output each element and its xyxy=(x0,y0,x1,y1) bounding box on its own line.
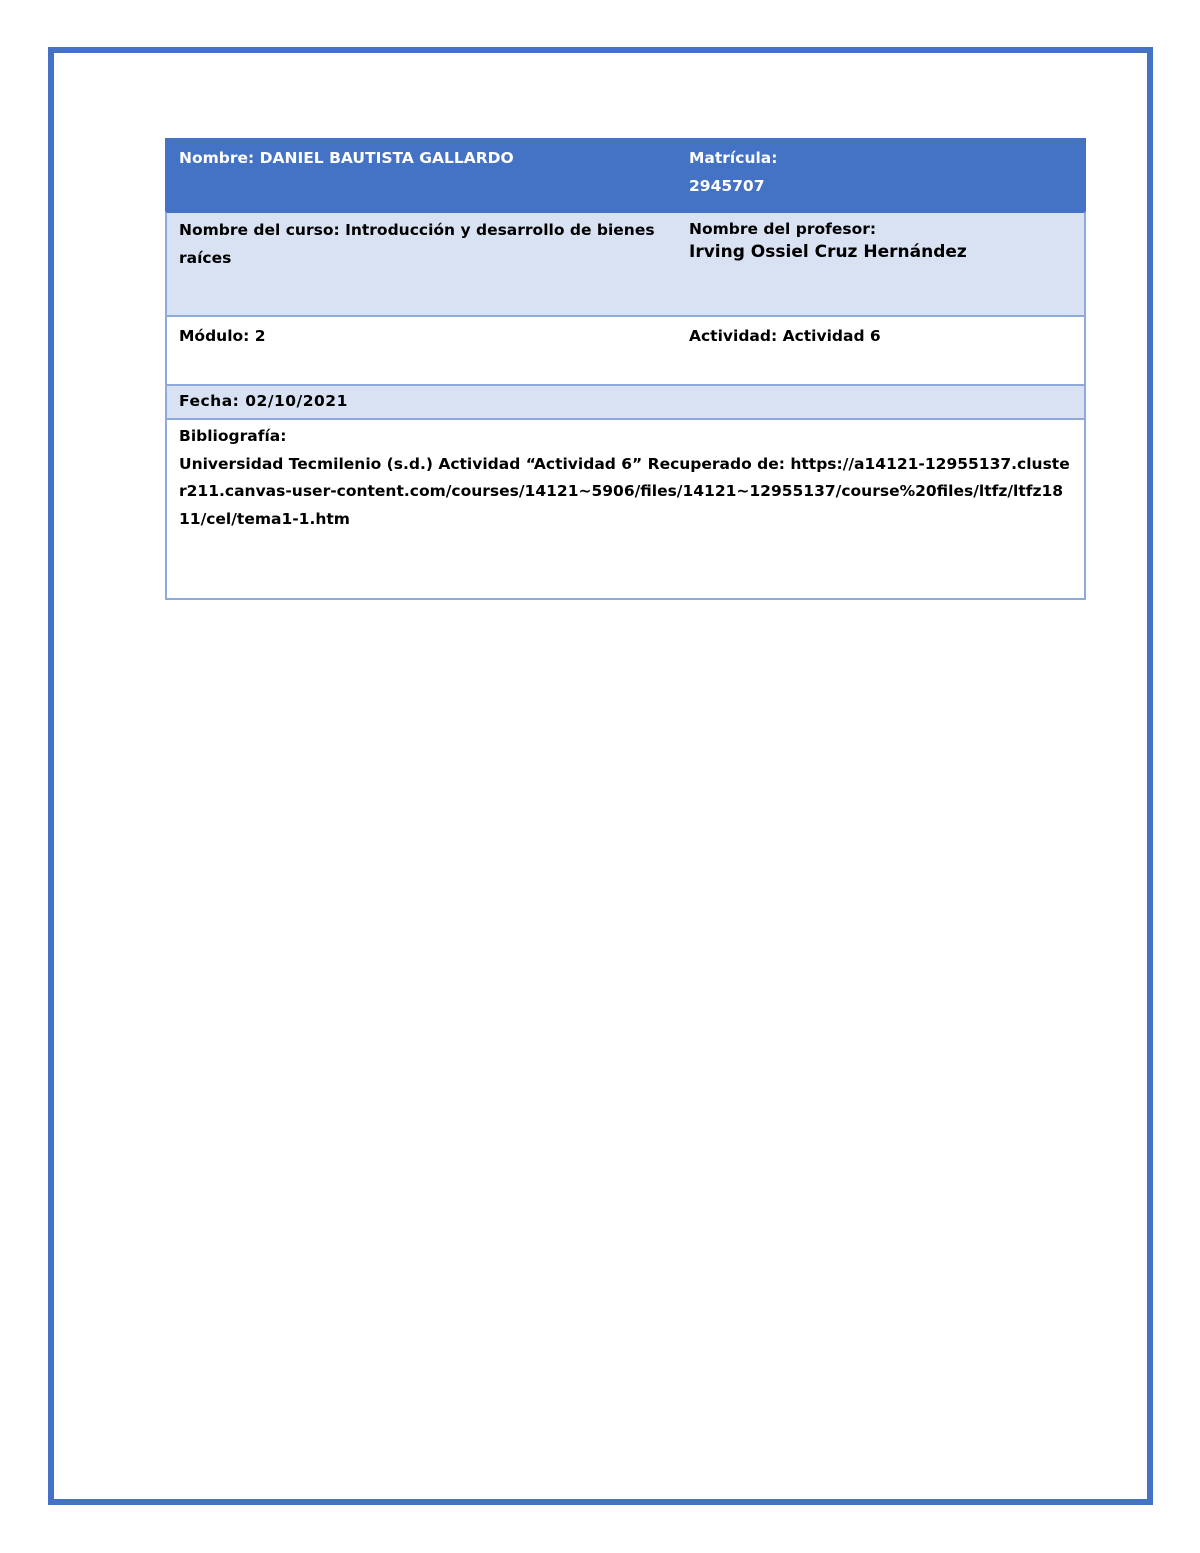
module-row xyxy=(165,317,1086,386)
professor-cell xyxy=(679,213,1084,315)
course-cell xyxy=(167,213,679,315)
bibliography-cell xyxy=(167,420,1084,598)
date-text: Fecha: 02/10/2021 xyxy=(179,392,348,410)
professor-label: Nombre del profesor: xyxy=(689,220,877,238)
student-name: Nombre: DANIEL BAUTISTA GALLARDO xyxy=(179,149,514,167)
cover-table xyxy=(165,138,1086,600)
student-name-cell xyxy=(167,140,679,209)
course-name: Nombre del curso: Introducción y desarrollo de bienes raíces xyxy=(179,221,655,267)
bibliography-entry: Universidad Tecmilenio (s.d.) Actividad “Actividad 6” Recuperado de: https://a14121-12955137.cluster211.canvas-user-content.com/courses/14121~5906/files/14121~12955137/course%20files/ltfz/ltfz1811/cel/tema1-1.htm xyxy=(179,454,1070,528)
activity-text: Actividad: Actividad 6 xyxy=(689,327,881,345)
professor-name: Irving Ossiel Cruz Hernández xyxy=(689,242,967,262)
module-text: Módulo: 2 xyxy=(179,327,266,345)
module-cell xyxy=(167,317,679,384)
bibliography-row xyxy=(165,420,1086,600)
id-label: Matrícula: xyxy=(689,149,778,167)
id-value: 2945707 xyxy=(689,177,765,195)
date-cell xyxy=(167,386,1084,418)
activity-cell xyxy=(679,317,1084,384)
date-row xyxy=(165,386,1086,420)
course-row xyxy=(165,211,1086,317)
id-cell xyxy=(679,140,1084,209)
bibliography-label: Bibliografía: xyxy=(179,427,287,445)
header-row xyxy=(165,138,1086,211)
